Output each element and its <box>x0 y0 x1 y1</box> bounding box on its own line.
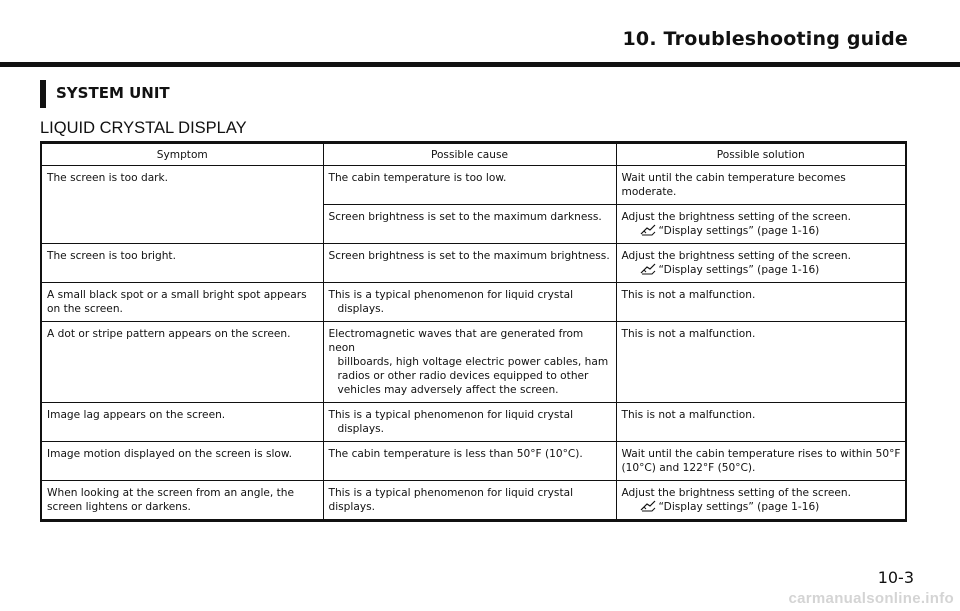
solution-cell <box>616 244 906 283</box>
symptom-cell: The screen is too bright. <box>41 244 323 283</box>
reference-text: “Display settings” (page 1-16) <box>658 225 820 237</box>
cause-text-continued: billboards, high voltage electric power cables, ham radios or other radio devices equipped to other vehicles may adversely affect the screen. <box>337 356 609 396</box>
solution-cell <box>616 283 906 322</box>
cause-text-continued: displays. <box>328 501 376 513</box>
cause-text: The cabin temperature is too low. <box>328 172 507 184</box>
troubleshooting-table <box>40 141 907 522</box>
column-header-solution: Possible solution <box>616 143 906 166</box>
symptom-cell: A small black spot or a small bright spot appears on the screen. <box>41 283 323 322</box>
table-row <box>41 481 906 521</box>
table-row <box>41 244 906 283</box>
solution-text-continued: (10°C) and 122°F (50°C). <box>621 462 756 474</box>
cause-text: This is a typical phenomenon for liquid crystal <box>328 409 574 421</box>
subsection-title: LIQUID CRYSTAL DISPLAY <box>40 119 247 137</box>
solution-text: Wait until the cabin temperature rises to within 50°F <box>621 448 901 460</box>
book-reference-icon <box>640 224 656 236</box>
symptom-cell: Image lag appears on the screen. <box>41 403 323 442</box>
solution-text: This is not a malfunction. <box>621 409 756 421</box>
cause-cell <box>323 166 616 205</box>
book-reference-icon <box>640 500 656 512</box>
solution-text: Adjust the brightness setting of the screen. <box>621 250 851 262</box>
symptom-cell: The screen is too dark. <box>41 166 323 244</box>
solution-cell <box>616 322 906 403</box>
cause-text: This is a typical phenomenon for liquid crystal <box>328 487 574 499</box>
reference-text: “Display settings” (page 1-16) <box>658 264 820 276</box>
reference-link[interactable] <box>622 500 902 514</box>
cause-cell <box>323 403 616 442</box>
cause-text: The cabin temperature is less than 50°F (10°C). <box>328 448 583 460</box>
table-row <box>41 322 906 403</box>
table-header-row <box>41 143 906 166</box>
cause-text-continued: displays. <box>337 303 385 315</box>
column-header-cause: Possible cause <box>323 143 616 166</box>
cause-text: Screen brightness is set to the maximum brightness. <box>328 250 610 262</box>
watermark: carmanualsonline.info <box>788 590 954 607</box>
column-header-symptom: Symptom <box>41 143 323 166</box>
cause-cell <box>323 283 616 322</box>
solution-text: Adjust the brightness setting of the screen. <box>621 211 851 223</box>
solution-cell <box>616 481 906 521</box>
cause-cell <box>323 442 616 481</box>
page-number: 10-3 <box>877 568 914 587</box>
solution-text: This is not a malfunction. <box>621 328 756 340</box>
section-title: SYSTEM UNIT <box>56 84 170 102</box>
cause-text: Electromagnetic waves that are generated from neon <box>328 328 584 354</box>
cause-text-continued: displays. <box>337 423 385 435</box>
reference-link[interactable] <box>622 224 902 238</box>
table-row <box>41 283 906 322</box>
solution-cell <box>616 166 906 205</box>
solution-cell <box>616 205 906 244</box>
solution-text: This is not a malfunction. <box>621 289 756 301</box>
reference-link[interactable] <box>622 263 902 277</box>
table-row <box>41 403 906 442</box>
solution-cell <box>616 442 906 481</box>
cause-cell <box>323 205 616 244</box>
cause-cell <box>323 322 616 403</box>
cause-cell <box>323 244 616 283</box>
symptom-cell: Image motion displayed on the screen is slow. <box>41 442 323 481</box>
chapter-title: 10. Troubleshooting guide <box>622 28 908 50</box>
symptom-cell: A dot or stripe pattern appears on the screen. <box>41 322 323 403</box>
symptom-cell: When looking at the screen from an angle, the screen lightens or darkens. <box>41 481 323 521</box>
table-row <box>41 166 906 205</box>
solution-cell <box>616 403 906 442</box>
reference-text: “Display settings” (page 1-16) <box>658 501 820 513</box>
cause-text: Screen brightness is set to the maximum darkness. <box>328 211 602 223</box>
table-row <box>41 442 906 481</box>
cause-text: This is a typical phenomenon for liquid crystal <box>328 289 574 301</box>
solution-text: Adjust the brightness setting of the screen. <box>621 487 851 499</box>
header-rule <box>0 62 960 67</box>
book-reference-icon <box>640 263 656 275</box>
section-marker <box>40 80 46 108</box>
solution-text: Wait until the cabin temperature becomes moderate. <box>621 172 846 198</box>
cause-cell <box>323 481 616 521</box>
